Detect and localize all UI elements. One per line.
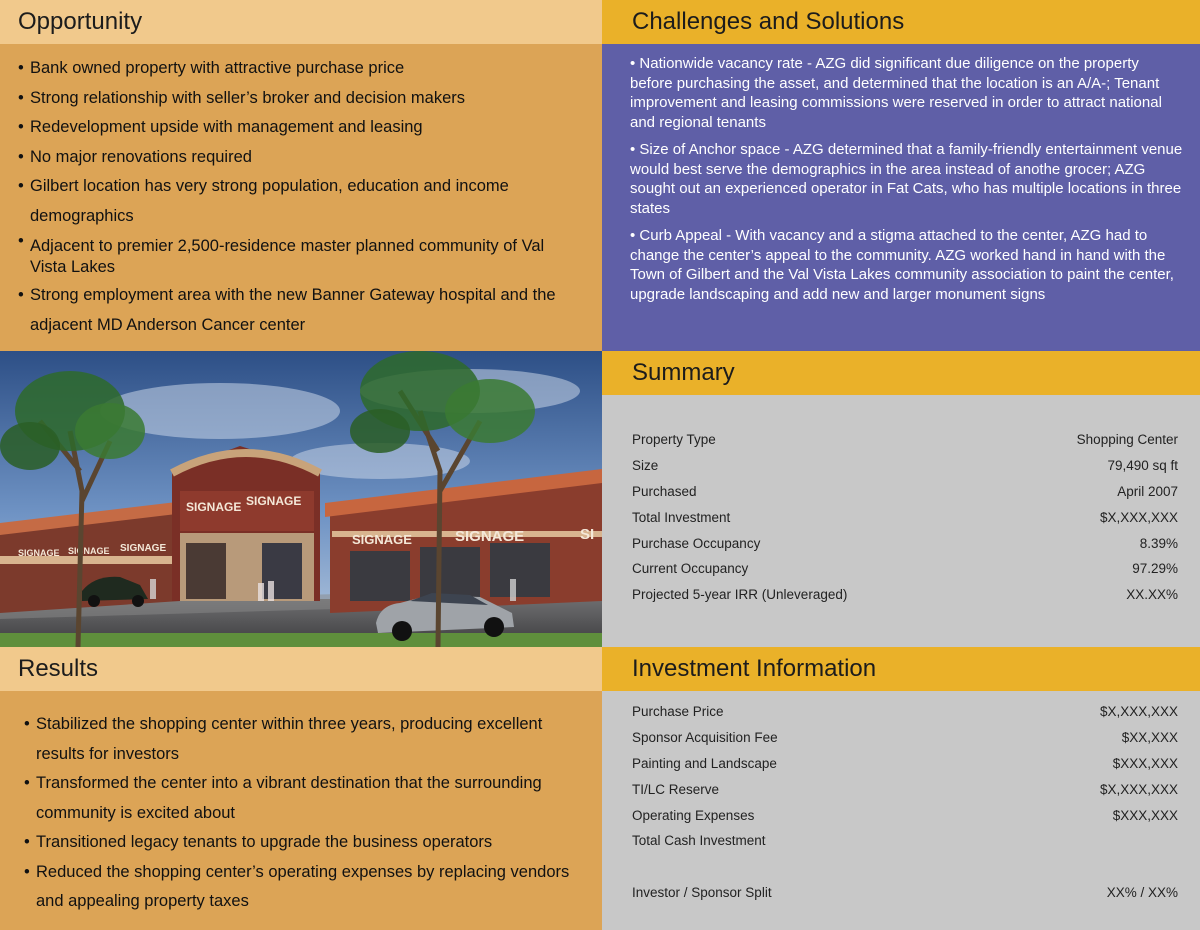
opportunity-panel: [0, 44, 602, 351]
summary-heading: Summary: [602, 351, 1200, 395]
challenge-item: • Curb Appeal - With vacancy and a stigma attached to the center, AZG had to change the center’s appeal to the community. AZG worked hand in hand with the Town of Gilbert and the Val Vista Lakes community association to paint the center, upgrade landscaping and add new and larger monument signs: [630, 227, 1174, 303]
row-value: April 2007: [1117, 484, 1178, 499]
row-label: Current Occupancy: [632, 561, 749, 576]
row-value: Shopping Center: [1076, 432, 1178, 447]
row-label: Purchase Price: [632, 704, 724, 719]
list-item: • Strong relationship with seller’s broker and decision makers: [16, 84, 562, 114]
challenge-item: • Size of Anchor space - AZG determined that a family-friendly entertainment venue would best serve the demographics in the area instead of anothe grocer; AZG sought out an experienced operator in Fat Cats, who has multiple locations in three states: [630, 141, 1183, 217]
list-item: • Reduced the shopping center’s operating expenses by replacing vendors and appealing property taxes: [22, 858, 582, 917]
row-value: 8.39%: [1139, 536, 1178, 551]
challenges-panel: [602, 44, 1200, 351]
row-value: $XXX,XXX: [1112, 756, 1178, 771]
row-value: XX.XX%: [1126, 587, 1178, 602]
opportunity-list: [16, 54, 562, 340]
summary-panel: [602, 395, 1200, 647]
shopping-center-rendering: [0, 351, 602, 647]
results-panel: [0, 691, 602, 930]
row-label: Purchased: [632, 484, 697, 499]
sign-label: SIGNAGE: [18, 548, 60, 558]
challenges-heading: Challenges and Solutions: [602, 0, 1200, 44]
row-label: TI/LC Reserve: [632, 782, 720, 797]
investment-panel: [602, 691, 1200, 930]
summary-row: [632, 432, 1178, 447]
row-value: 97.29%: [1132, 561, 1178, 576]
investment-row: [632, 808, 1178, 823]
results-list: [22, 710, 582, 917]
summary-row: [632, 484, 1178, 499]
list-item: • Redevelopment upside with management and leasing: [16, 113, 562, 143]
summary-row: [632, 510, 1178, 525]
row-label: Painting and Landscape: [632, 756, 777, 771]
sign-label: SIGNAGE: [68, 546, 110, 556]
summary-row: [632, 458, 1178, 473]
investment-row: [632, 704, 1178, 719]
summary-row: [632, 561, 1178, 576]
list-item: • Gilbert location has very strong population, education and income demographics: [16, 172, 562, 231]
row-value: 79,490 sq ft: [1107, 458, 1178, 473]
sign-label: SIGNAGE: [120, 543, 167, 554]
sign-label: SIGNAGE: [186, 500, 242, 514]
investment-row: [632, 885, 1178, 900]
row-label: Investor / Sponsor Split: [632, 885, 772, 900]
row-value: $X,XXX,XXX: [1099, 510, 1178, 525]
sign-label: SIGNAGE: [455, 528, 525, 545]
row-value: $X,XXX,XXX: [1099, 782, 1178, 797]
row-value: $X,XXX,XXX: [1099, 704, 1178, 719]
row-label: Total Investment: [632, 510, 731, 525]
list-item: • Transformed the center into a vibrant destination that the surrounding community is excited about: [22, 769, 582, 828]
list-item: • Stabilized the shopping center within three years, producing excellent results for investors: [22, 710, 582, 769]
summary-row: [632, 587, 1178, 602]
rendering-illustration: [0, 351, 602, 647]
row-label: Sponsor Acquisition Fee: [632, 730, 778, 745]
sign-label: SIGNAGE: [246, 494, 302, 508]
list-item: • Adjacent to premier 2,500-residence master planned community of Val Vista Lakes: [16, 231, 562, 281]
sign-label: SI: [580, 526, 595, 543]
row-label: Operating Expenses: [632, 808, 755, 823]
investment-row: [632, 782, 1178, 797]
list-item: • Bank owned property with attractive purchase price: [16, 54, 562, 84]
summary-row: [632, 536, 1178, 551]
opportunity-heading: Opportunity: [0, 0, 602, 44]
row-value: XX% / XX%: [1106, 885, 1178, 900]
investment-row: [632, 730, 1178, 745]
challenge-item: • Nationwide vacancy rate - AZG did significant due diligence on the property before purchasing the asset, and determined that the location is an A/A-; Tenant improvement and leasing commissions were reserved in order to attract national and regional tenants: [630, 55, 1162, 131]
investment-row: [632, 833, 1178, 848]
row-value: $XXX,XXX: [1112, 808, 1178, 823]
row-label: Purchase Occupancy: [632, 536, 761, 551]
row-label: Projected 5-year IRR (Unleveraged): [632, 587, 848, 602]
row-label: Size: [632, 458, 659, 473]
sign-label: SIGNAGE: [352, 532, 412, 547]
list-item: • No major renovations required: [16, 143, 562, 173]
row-label: Property Type: [632, 432, 716, 447]
investment-row: [632, 756, 1178, 771]
row-value: $XX,XXX: [1121, 730, 1178, 745]
list-item: • Transitioned legacy tenants to upgrade the business operators: [22, 828, 582, 858]
results-heading: Results: [0, 647, 602, 691]
row-label: Total Cash Investment: [632, 833, 766, 848]
investment-heading: Investment Information: [602, 647, 1200, 691]
list-item: • Strong employment area with the new Banner Gateway hospital and the adjacent MD Anderson Cancer center: [16, 281, 562, 340]
